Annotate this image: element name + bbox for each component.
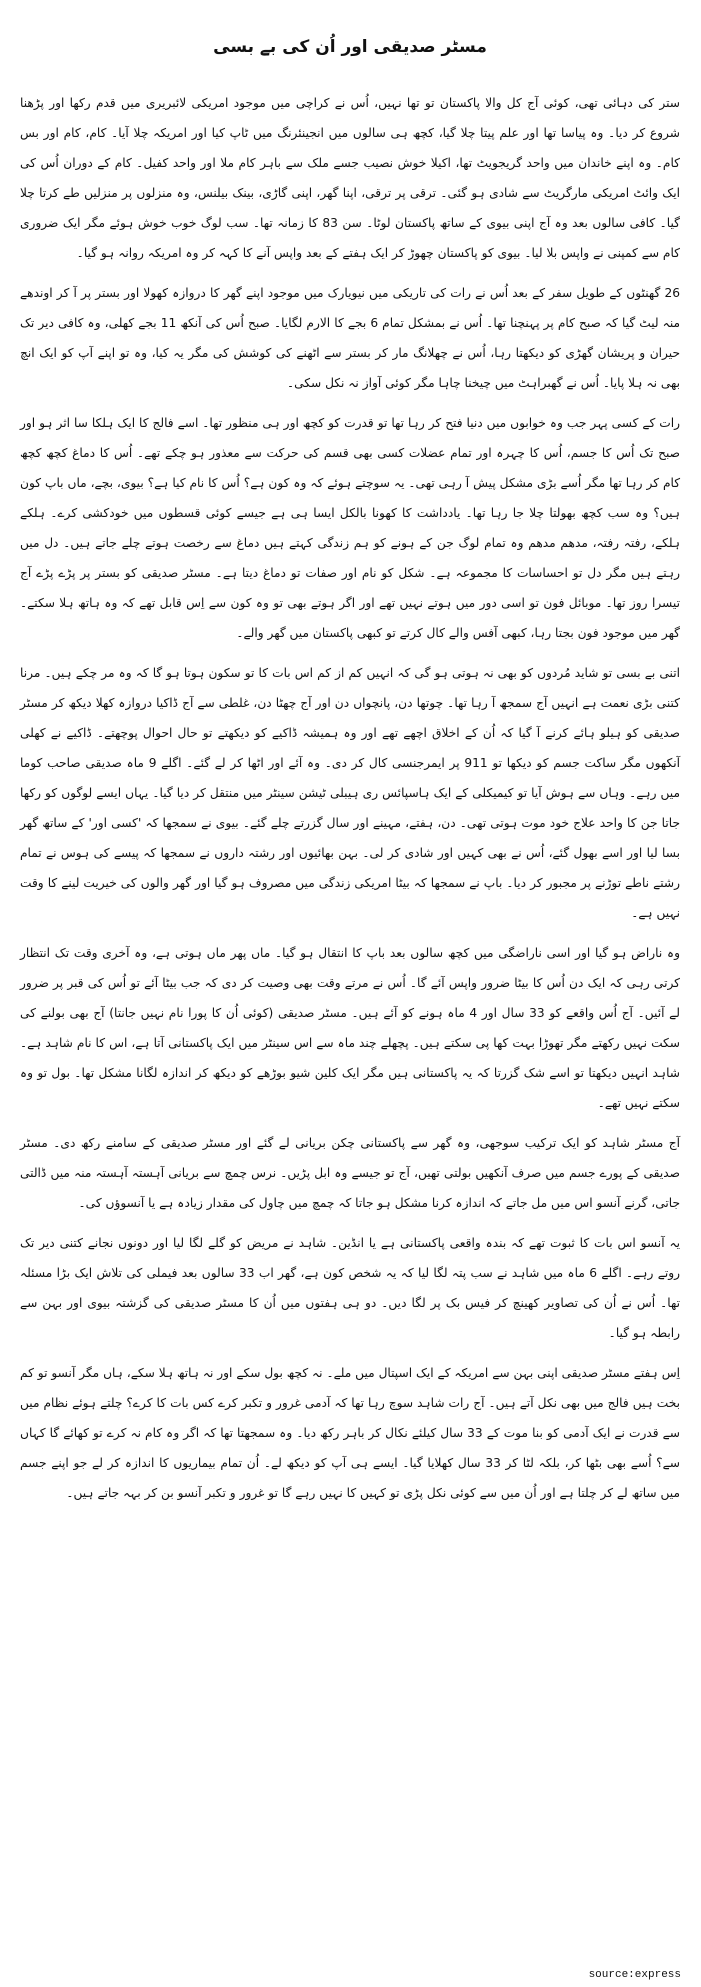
article-paragraph-1: ستر کی دہائی تھی، کوئی آج کل والا پاکستان تو تھا نہیں، اُس نے کراچی میں موجود امریکی لائبریری میں قدم رکھا اور پڑھنا شروع کر دیا۔ وہ پیاسا تھا اور علم پیتا چلا گیا، کچھ ہی سالوں میں انجینئرنگ میں ٹاپ کیا اور امریکہ چلا آیا۔ کام، کام اور بس کام۔ وہ اپنے خاندان میں واحد گریجویٹ تھا، اکیلا خوش نصیب جسے ملک سے باہر کام ملا اور واحد کفیل۔ کام کے دوران اُس کی ایک وائٹ امریکی مارگریٹ سے شادی ہو گئی۔ ترقی پر ترقی، اپنا گھر، اپنی گاڑی، بینک بیلنس، وہ منزلوں پر منزلیں طے کرتا چلا گیا۔ کافی سالوں بعد وہ آج اپنی بیوی کے ساتھ پاکستان لوٹا۔ سن 83 کا زمانہ تھا۔ سب لوگ خوب خوش ہوئے مگر ایک ضروری کام سے کمپنی نے واپس بلا لیا۔ بیوی کو پاکستان چھوڑ کر ایک ہفتے کے بعد واپس آنے کا کہہ کر وہ امریکہ روانہ ہو گیا۔: [20, 96, 680, 260]
article-paragraph-8: اِس ہفتے مسٹر صدیقی اپنی بہن سے امریکہ کے ایک اسپتال میں ملے۔ نہ کچھ بول سکے اور نہ ہاتھ ہلا سکے، ہاں مگر آنسو تو کم بخت ہیں فالج میں بھی نکل آتے ہیں۔ آج رات شاہد سوچ رہا تھا کہ آدمی غرور و تکبر کرے کس بات کا کرے؟ چلتے ہوئے نظام میں سے قدرت نے ایک آدمی کو بنا موت کے 33 سال کیلئے نکال کر باہر رکھ دیا۔ وہ سمجھتا تھا کہ اگر وہ کام نہ کرے تو کھائے گا کہاں سے؟ اُسے بھی بٹھا کر، بلکہ لٹا کر 33 سال کھلایا گیا۔ ایسے ہی آپ کو دیکھ لے۔ اُن تمام بیماریوں کا اندازہ کر لے جو اپنے جسم میں ساتھ لے کر چلتا ہے اور اُن میں سے کوئی نکل پڑی تو کہیں کا نہیں رہے گا تو غرور و تکبر آنسو بن کر بہہ جاتے ہیں۔: [20, 1366, 680, 1500]
article-paragraph-3: رات کے کسی پہر جب وہ خوابوں میں دنیا فتح کر رہا تھا تو قدرت کو کچھ اور ہی منظور تھا۔ اسے فالج کا ایک ہلکا سا اثر ہو اور صبح تک اُس کا جسم، اُس کا چہرہ اور تمام عضلات کسی بھی قسم کی حرکت سے معذور ہو چکے تھے۔ اُس کا دماغ کچھ کچھ کام کر رہا تھا مگر اُسے بڑی مشکل پیش آ رہی تھی۔ یہ سوچتے ہوئے کہ وہ کون ہے؟ اُس کا نام کیا ہے؟ بیوی، بچے، ماں باپ کون ہیں؟ وہ سب کچھ بھولتا چلا جا رہا تھا۔ یادداشت کا کھونا بالکل ایسا ہی ہے جیسے کوئی قسطوں میں خودکشی کرے۔ ہلکے ہلکے، رفتہ رفتہ، مدھم مدھم وہ تمام لوگ جن کے ہونے کو ہم زندگی کہتے ہیں دماغ سے رخصت ہوتے چلے جاتے ہیں۔ دل میں رہتے ہیں مگر دل تو احساسات کا مجموعہ ہے۔ شکل کو نام اور صفات تو دماغ دیتا ہے۔ مسٹر صدیقی کو بستر پر پڑے پڑے آج تیسرا روز تھا۔ موبائل فون تو اسی دور میں ہوتے نہیں تھے اور اگر ہوتے بھی تو وہ کون سے اِس قابل تھے کہ وہ ہاتھ ہلا سکتے۔ گھر میں موجود فون بجتا رہا، کبھی آفس والے کال کرتے تو کبھی پاکستان میں گھر والے۔: [20, 416, 680, 640]
article-paragraph-7: یہ آنسو اس بات کا ثبوت تھے کہ بندہ واقعی پاکستانی ہے یا انڈین۔ شاہد نے مریض کو گلے لگا لیا اور دونوں نجانے کتنی دیر تک روتے رہے۔ اگلے 6 ماہ میں شاہد نے سب پتہ لگا لیا کہ یہ شخص کون ہے، گھر اب 33 سالوں بعد فیملی کی تلاش ایک بڑا مسئلہ تھا۔ اُس نے اُن کی تصاویر کھینچ کر فیس بک پر لگا دیں۔ دو ہی ہفتوں میں اُن کا مسٹر صدیقی کی گزشتہ بیوی اور بہن سے رابطہ ہو گیا۔: [20, 1236, 681, 1340]
article-paragraph-6: آج مسٹر شاہد کو ایک ترکیب سوجھی، وہ گھر سے پاکستانی چکن بریانی لے گئے اور مسٹر صدیقی کے سامنے رکھ دی۔ مسٹر صدیقی کے پورے جسم میں صرف آنکھیں بولتی تھیں، آج تو جیسے وہ ابل پڑیں۔ نرس چمچ سے بریانی آہستہ آہستہ منہ میں ڈالتی جاتی، گرنے آنسو اس میں مل جاتے کہ اندازہ کرنا مشکل ہو جاتا کہ چمچ میں چاول کی مقدار زیادہ ہے یا آنسوؤں کی۔: [20, 1136, 680, 1210]
article-paragraph-4: اتنی بے بسی تو شاید مُردوں کو بھی نہ ہوتی ہو گی کہ انہیں کم از کم اس بات کا تو سکون ہوتا ہو گا کہ وہ مر چکے ہیں۔ مرنا کتنی بڑی نعمت ہے انہیں آج سمجھ آ رہا تھا۔ چوتھا دن، پانچواں دن اور آج چھٹا دن، غلطی سے آج ڈاکیا دروازہ کھلا دیکھ کر مسٹر صدیقی کو ہیلو ہائے کرنے آ گیا کہ اُن کے اخلاق اچھے تھے اور وہ ہمیشہ ڈاکیے کو دیکھتے تو حال احوال پوچھتے۔ ڈاکیے نے کھلی آنکھوں مگر ساکت جسم کو دیکھا تو 911 پر ایمرجنسی کال کر دی۔ وہ آئے اور اٹھا کر لے گئے۔ اگلے 9 ماہ صدیقی صاحب کوما میں رہے۔ وہاں سے ہوش آیا تو کیمیکلی کے ایک ہاسپائس ری ہیبلی ٹیشن سینٹر میں منتقل کر دیا گیا۔ یہاں ایسے لوگوں کو رکھا جاتا جن کا واحد علاج خود موت ہوتی تھی۔ دن، ہفتے، مہینے اور سال گزرتے چلے گئے۔ بیوی نے سمجھا کہ 'کسی اور' کے ساتھ گھر بسا لیا اور اسے بھول گئے، اُس نے بھی کہیں اور شادی کر لی۔ بہن بھائیوں اور رشتہ داروں نے سمجھا کہ پیسے کی ہوس نے تمام رشتے ناطے توڑنے پر مجبور کر دیا۔ باپ نے سمجھا کہ بیٹا امریکی زندگی میں مصروف ہو گیا اور گھر والوں کی خیریت لینے کا وقت نہیں ہے۔: [20, 666, 680, 920]
article-title: مسٹر صدیقی اور اُن کی بے بسی: [213, 37, 487, 57]
article-paragraph-2: 26 گھنٹوں کے طویل سفر کے بعد اُس نے رات کی تاریکی میں نیویارک میں موجود اپنے گھر کا دروازہ کھولا اور بستر پر آ کر اوندھے منہ لیٹ گیا کہ صبح کام پر پہنچنا تھا۔ اُس نے بمشکل تمام 6 بجے کا الارم لگایا۔ صبح اُس کی آنکھ 11 بجے کھلی، وہ کافی دیر تک حیران و پریشان گھڑی کو دیکھتا رہا، اُس نے چھلانگ مار کر بستر سے اٹھنے کی کوشش کی مگر یہ کیا، وہ تو اپنے آپ کو ایک انچ بھی نہ ہلا پایا۔ اُس نے گھبراہٹ میں چیخنا چاہا مگر کوئی آواز نہ نکل سکی۔: [20, 286, 681, 390]
article: [20, 0, 680, 1987]
source-credit: source:express: [588, 1969, 681, 1981]
article-paragraph-5: وہ ناراض ہو گیا اور اسی ناراضگی میں کچھ سالوں بعد باپ کا انتقال ہو گیا۔ ماں پھر ماں ہوتی ہے، وہ آخری وقت تک انتظار کرتی رہی کہ ایک دن اُس کا بیٹا ضرور واپس آئے گا۔ اُس نے مرتے وقت بھی وصیت کر دی کہ جب بیٹا آئے تو اُس کی قبر پر ضرور لے آئیں۔ آج اُس واقعے کو 33 سال اور 4 ماہ ہونے کو آئے ہیں۔ مسٹر صدیقی (کوئی اُن کا پورا نام نہیں جانتا) آج بھی بولنے کی سکت نہیں رکھتے مگر تھوڑا بہت کھا پی سکتے ہیں۔ پچھلے چند ماہ سے اس سینٹر میں ایک پاکستانی آتا ہے، اس کا نام شاہد ہے۔ شاہد انہیں دیکھتا تو اسے شک گزرتا کہ یہ پاکستانی ہیں مگر ایک کلین شیو بوڑھے کو دیکھ کر اندازہ لگانا مشکل تھا۔ بول تو وہ سکتے نہیں تھے۔: [20, 946, 680, 1110]
